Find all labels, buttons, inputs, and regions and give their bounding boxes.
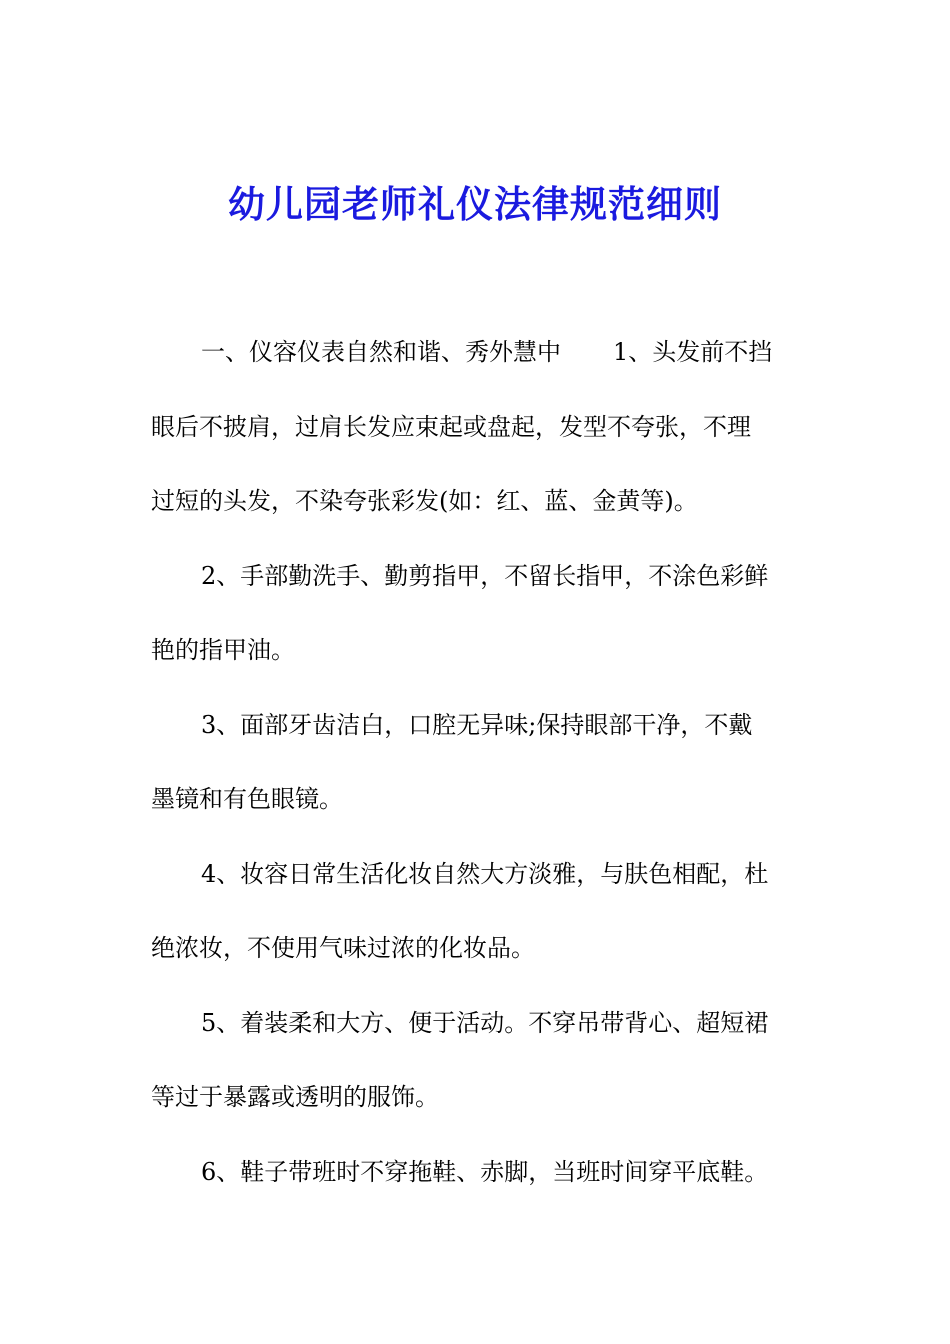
paragraph-line: 眼后不披肩，过肩长发应束起或盘起，发型不夸张，不理 bbox=[151, 412, 751, 441]
document-title: 幼儿园老师礼仪法律规范细则 bbox=[228, 182, 722, 226]
paragraph-line: 墨镜和有色眼镜。 bbox=[151, 785, 343, 813]
paragraph-line: 5、着装柔和大方、便于活动。不穿吊带背心、超短裙 bbox=[201, 1008, 769, 1037]
paragraph-line: 3、面部牙齿洁白，口腔无异味;保持眼部干净，不戴 bbox=[201, 710, 753, 739]
paragraph-line: 过短的头发，不染夸张彩发(如：红、蓝、金黄等)。 bbox=[151, 487, 698, 515]
paragraph-line: 绝浓妆，不使用气味过浓的化妆品。 bbox=[151, 934, 535, 962]
paragraph-line: 6、鞋子带班时不穿拖鞋、赤脚，当班时间穿平底鞋。 bbox=[201, 1157, 769, 1186]
document-body bbox=[151, 324, 811, 1218]
paragraph-line: 艳的指甲油。 bbox=[151, 636, 295, 664]
paragraph-line: 2、手部勤洗手、勤剪指甲，不留长指甲，不涂色彩鲜 bbox=[201, 561, 769, 590]
paragraph-line: 4、妆容日常生活化妆自然大方淡雅，与肤色相配，杜 bbox=[201, 859, 769, 888]
paragraph-line: 等过于暴露或透明的服饰。 bbox=[151, 1083, 439, 1111]
section-heading: 一、仪容仪表自然和谐、秀外慧中 bbox=[201, 338, 561, 366]
paragraph-text: 1、头发前不挡 bbox=[613, 338, 773, 366]
paragraph-line bbox=[151, 324, 811, 399]
